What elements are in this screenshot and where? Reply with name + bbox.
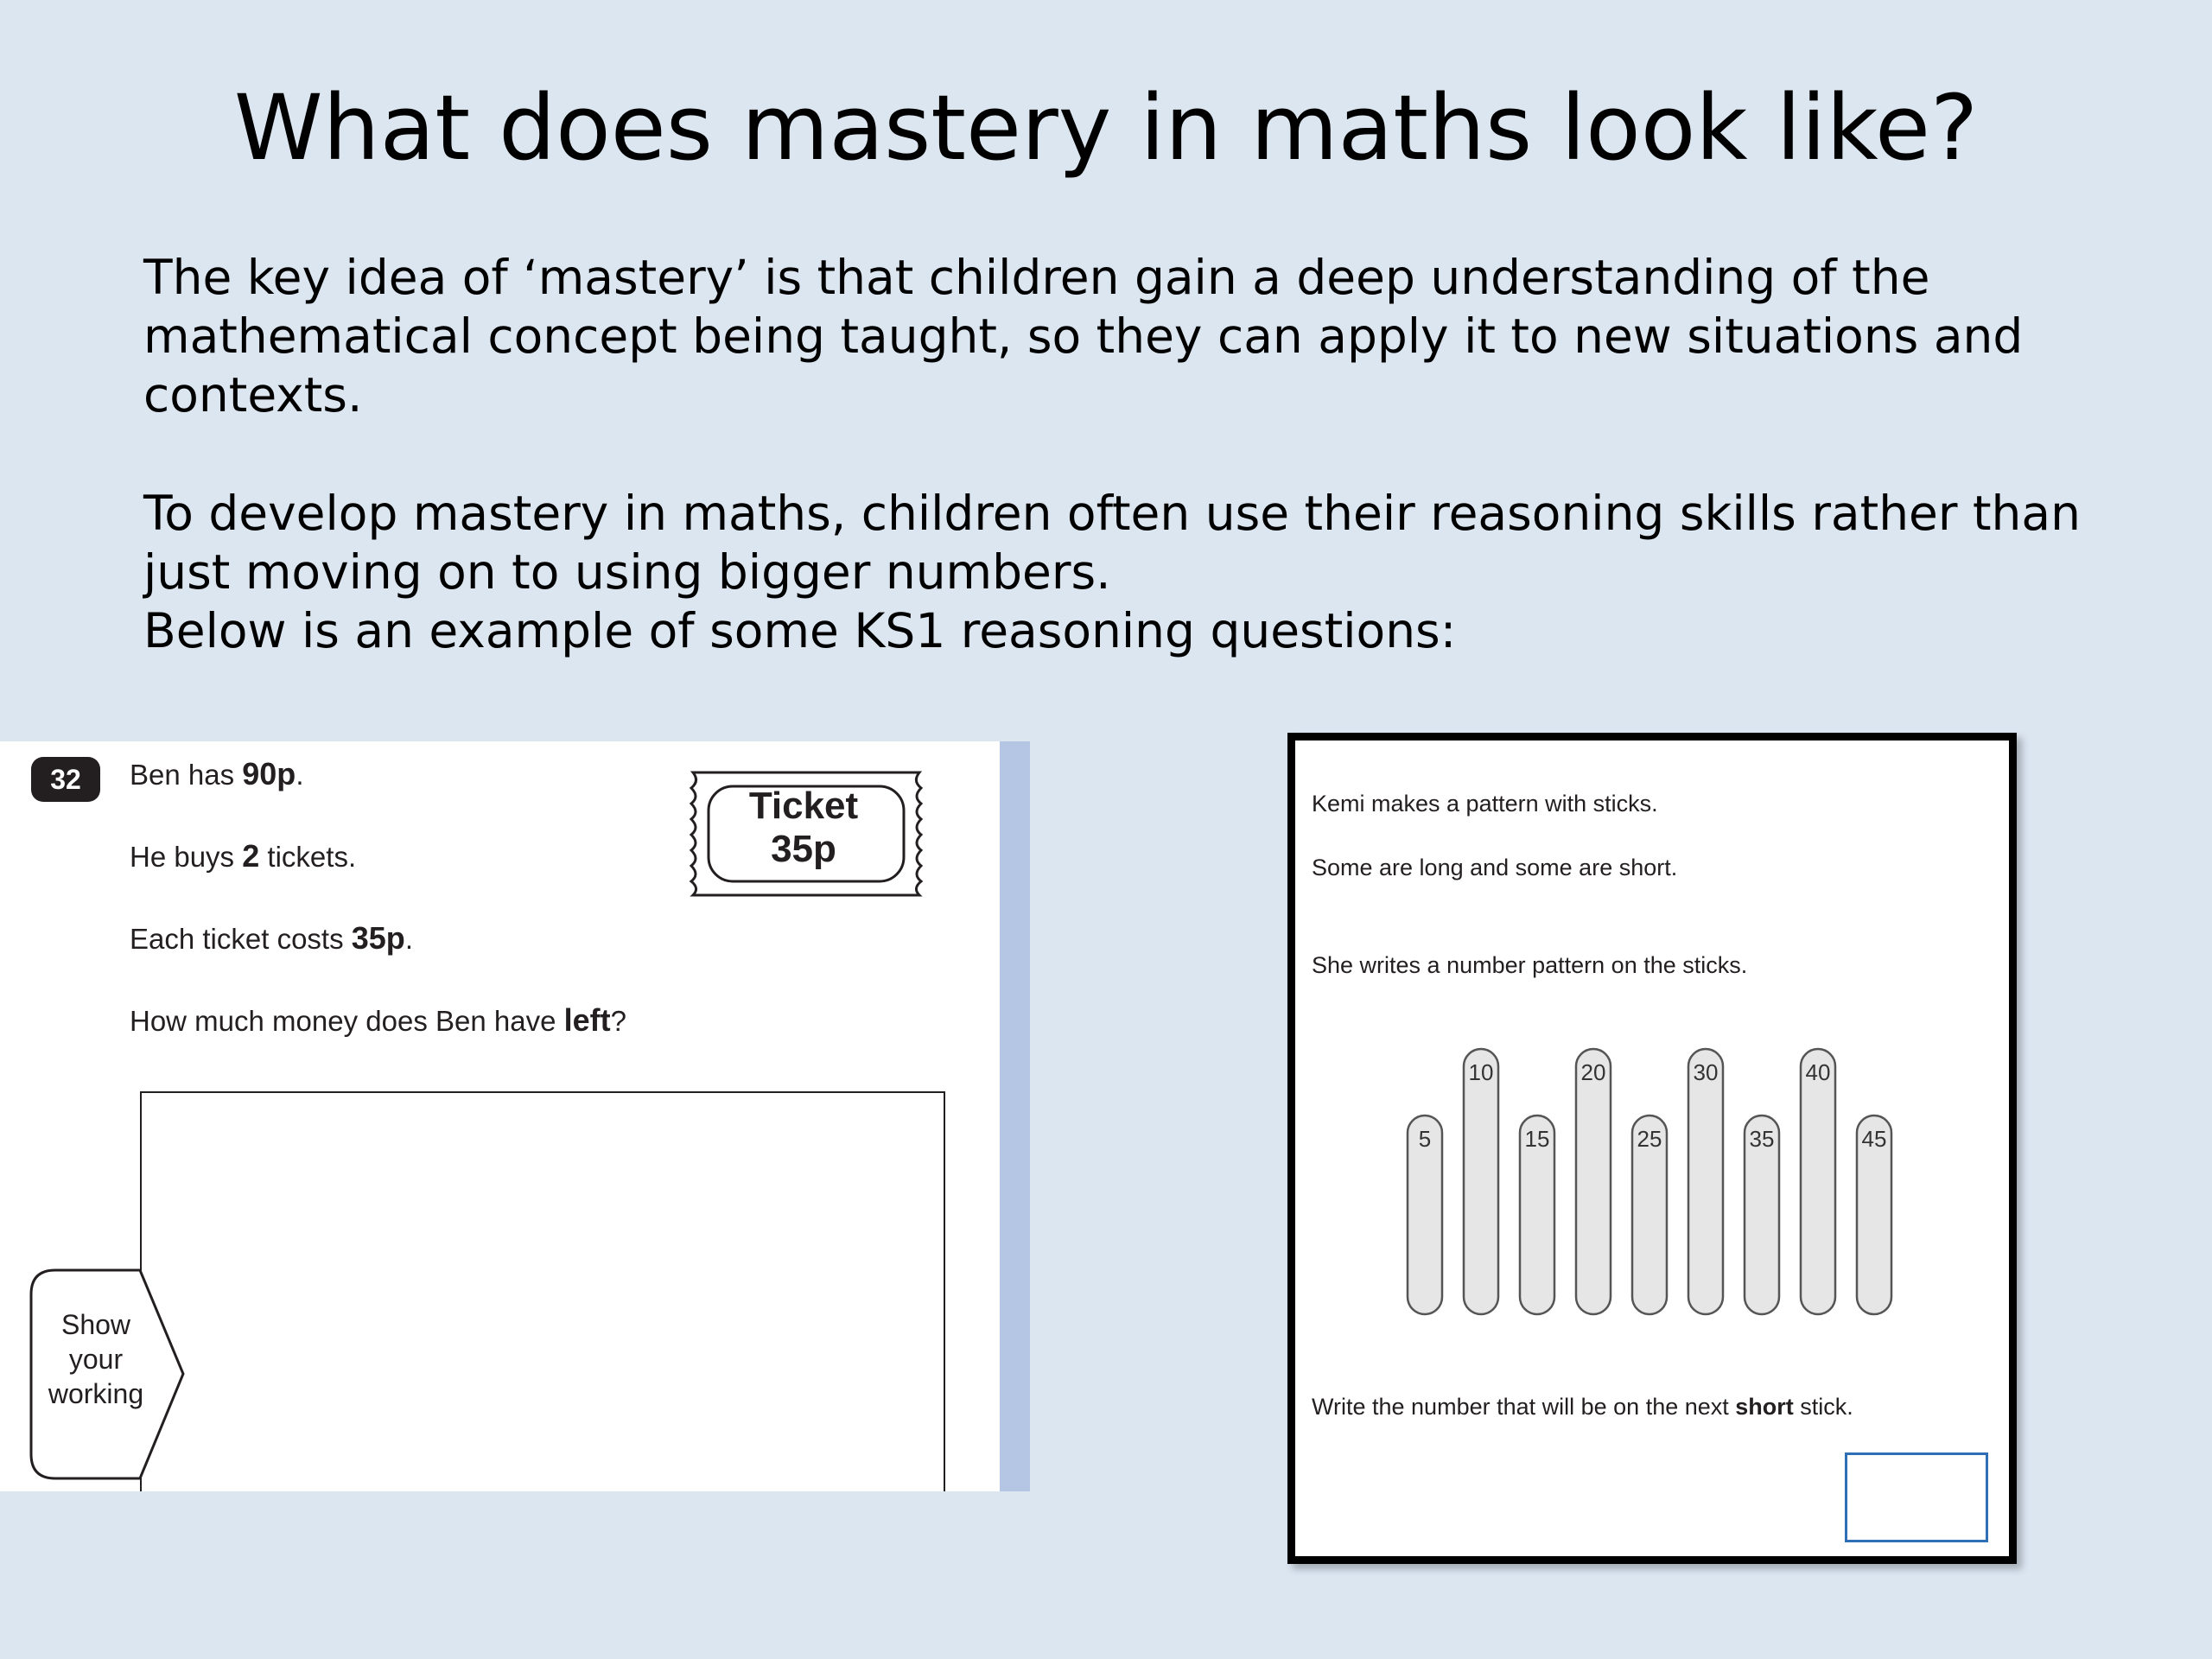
- mastery-definition-text: The key idea of ‘mastery’ is that children gain a deep understanding of the mathematical concept being taught, so they can apply it to new situations and contexts.: [143, 250, 2024, 423]
- number-pattern-line: She writes a number pattern on the sticks.: [1312, 952, 1748, 978]
- ticket-word: Ticket: [748, 785, 859, 827]
- stick-label-30: 30: [1693, 1059, 1719, 1085]
- stick-40: [1801, 1049, 1835, 1314]
- stick-label-35: 35: [1749, 1126, 1775, 1152]
- question-line-ticket-cost: Each ticket costs 35p.: [130, 920, 413, 956]
- long-short-line: Some are long and some are short.: [1312, 855, 1678, 880]
- stick-label-5: 5: [1418, 1126, 1432, 1152]
- ticket-price: 35p: [771, 828, 836, 870]
- next-short-stick-line: Write the number that will be on the next short stick.: [1312, 1394, 1853, 1420]
- show-working-label: Show your working: [48, 1309, 144, 1409]
- stick-label-45: 45: [1861, 1126, 1887, 1152]
- stick-30: [1688, 1049, 1723, 1314]
- question-line-buys-tickets: He buys 2 tickets.: [130, 838, 357, 874]
- answer-box[interactable]: [1845, 1452, 1988, 1542]
- ticket-label: [709, 785, 899, 871]
- kemi-pattern-line: Kemi makes a pattern with sticks.: [1312, 791, 1658, 817]
- question-32-panel: [0, 741, 1030, 1491]
- sticks-question-panel: [1287, 733, 2017, 1564]
- stick-label-20: 20: [1580, 1059, 1606, 1085]
- question-line-ben-has: Ben has 90p.: [130, 756, 304, 791]
- stick-label-15: 15: [1524, 1126, 1550, 1152]
- intro-paragraph: [143, 248, 2131, 424]
- slide-title: What does mastery in maths look like?: [233, 75, 1979, 181]
- stick-label-40: 40: [1805, 1059, 1831, 1085]
- stick-label-10: 10: [1468, 1059, 1494, 1085]
- reasoning-text: To develop mastery in maths, children often use their reasoning skills rather than just moving on to using bigger numbers.: [143, 486, 2081, 600]
- stick-20: [1576, 1049, 1611, 1314]
- page-edge-stripe: [1000, 741, 1030, 1491]
- stick-label-25: 25: [1637, 1126, 1662, 1152]
- working-answer-box[interactable]: [140, 1091, 945, 1491]
- reasoning-paragraph: [143, 484, 2131, 660]
- question-number-badge: 32: [31, 757, 100, 802]
- sticks-illustration: [1295, 741, 2009, 1556]
- examples-intro-text: Below is an example of some KS1 reasoning questions:: [143, 603, 1457, 658]
- question-line-money-left: How much money does Ben have left?: [130, 1002, 626, 1038]
- stick-10: [1464, 1049, 1498, 1314]
